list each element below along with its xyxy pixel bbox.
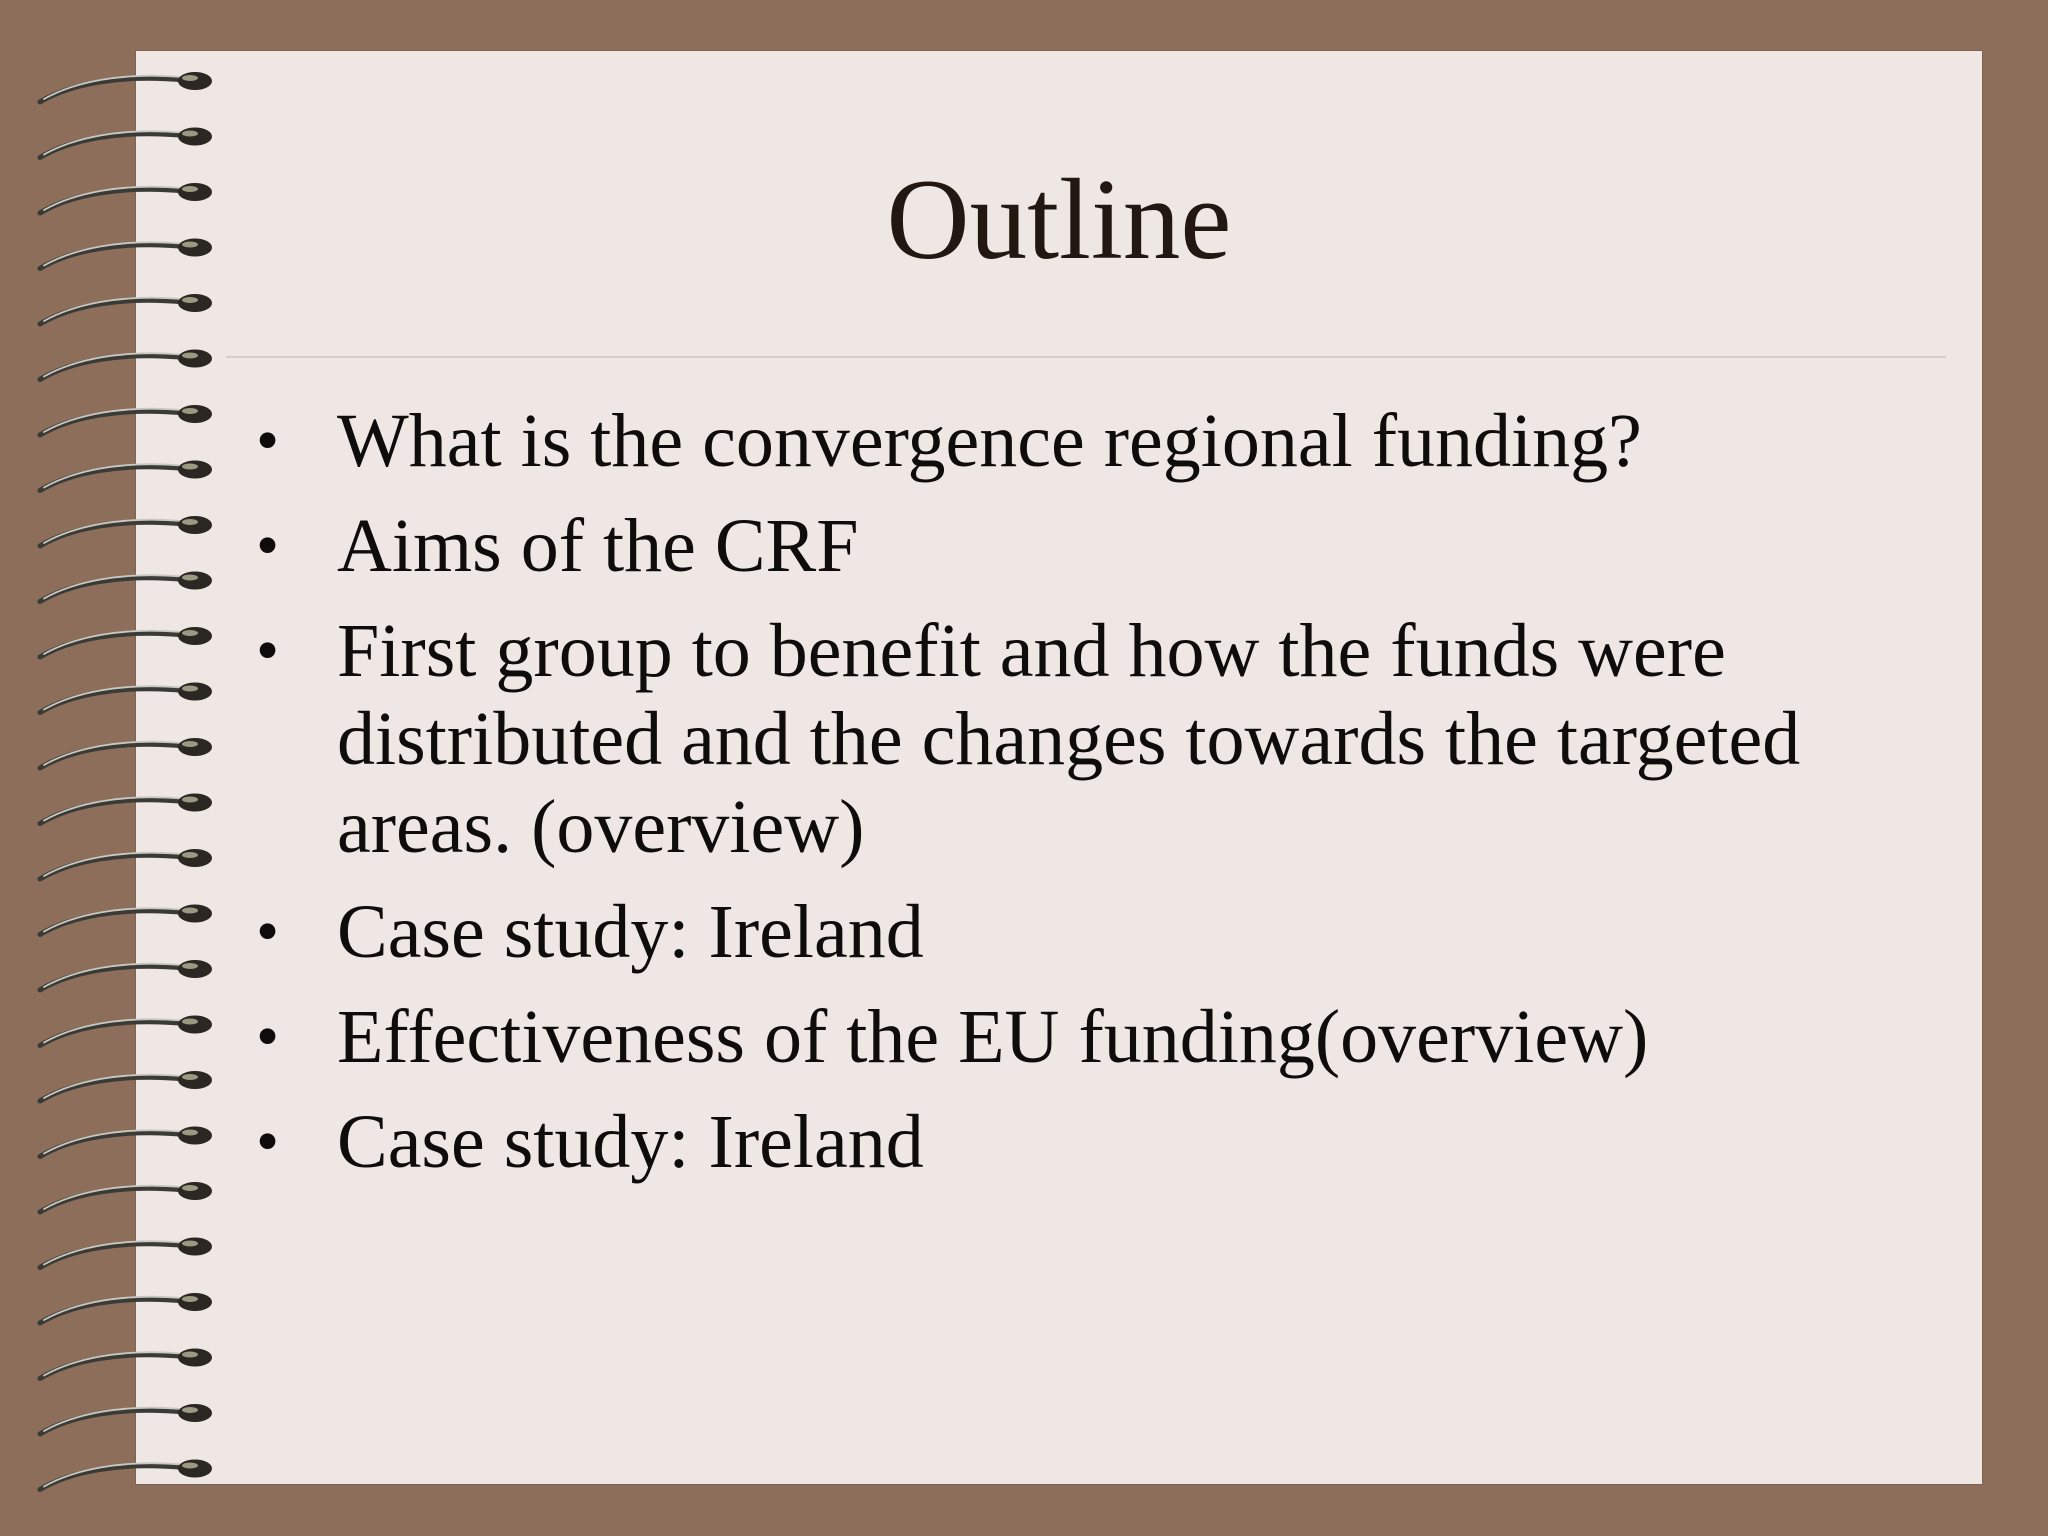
outline-item-text: Case study: Ireland xyxy=(337,1100,924,1184)
outline-item-5 xyxy=(252,993,1902,1081)
bullet-icon: • xyxy=(256,1105,280,1178)
bullet-icon: • xyxy=(256,1000,280,1073)
bullet-icon: • xyxy=(256,404,280,477)
outline-item-text: What is the convergence regional funding? xyxy=(337,399,1642,483)
outline-item-text: First group to benefit and how the funds were distributed and the changes towards the targeted areas. (overview) xyxy=(337,609,1801,869)
title-divider xyxy=(226,356,1946,358)
bullet-icon: • xyxy=(256,509,280,582)
outline-item-6 xyxy=(252,1098,1902,1186)
outline-item-text: Case study: Ireland xyxy=(337,890,924,974)
outline-item-2 xyxy=(252,502,1902,590)
outline-item-text: Aims of the CRF xyxy=(337,504,859,588)
bullet-icon: • xyxy=(256,614,280,687)
outline-item-4 xyxy=(252,888,1902,976)
outline-item-1 xyxy=(252,397,1902,485)
outline-list xyxy=(252,397,1902,1203)
bullet-icon: • xyxy=(256,895,280,968)
outline-item-3 xyxy=(252,607,1902,871)
slide-title: Outline xyxy=(886,156,1232,283)
outline-item-text: Effectiveness of the EU funding(overview) xyxy=(337,995,1649,1079)
